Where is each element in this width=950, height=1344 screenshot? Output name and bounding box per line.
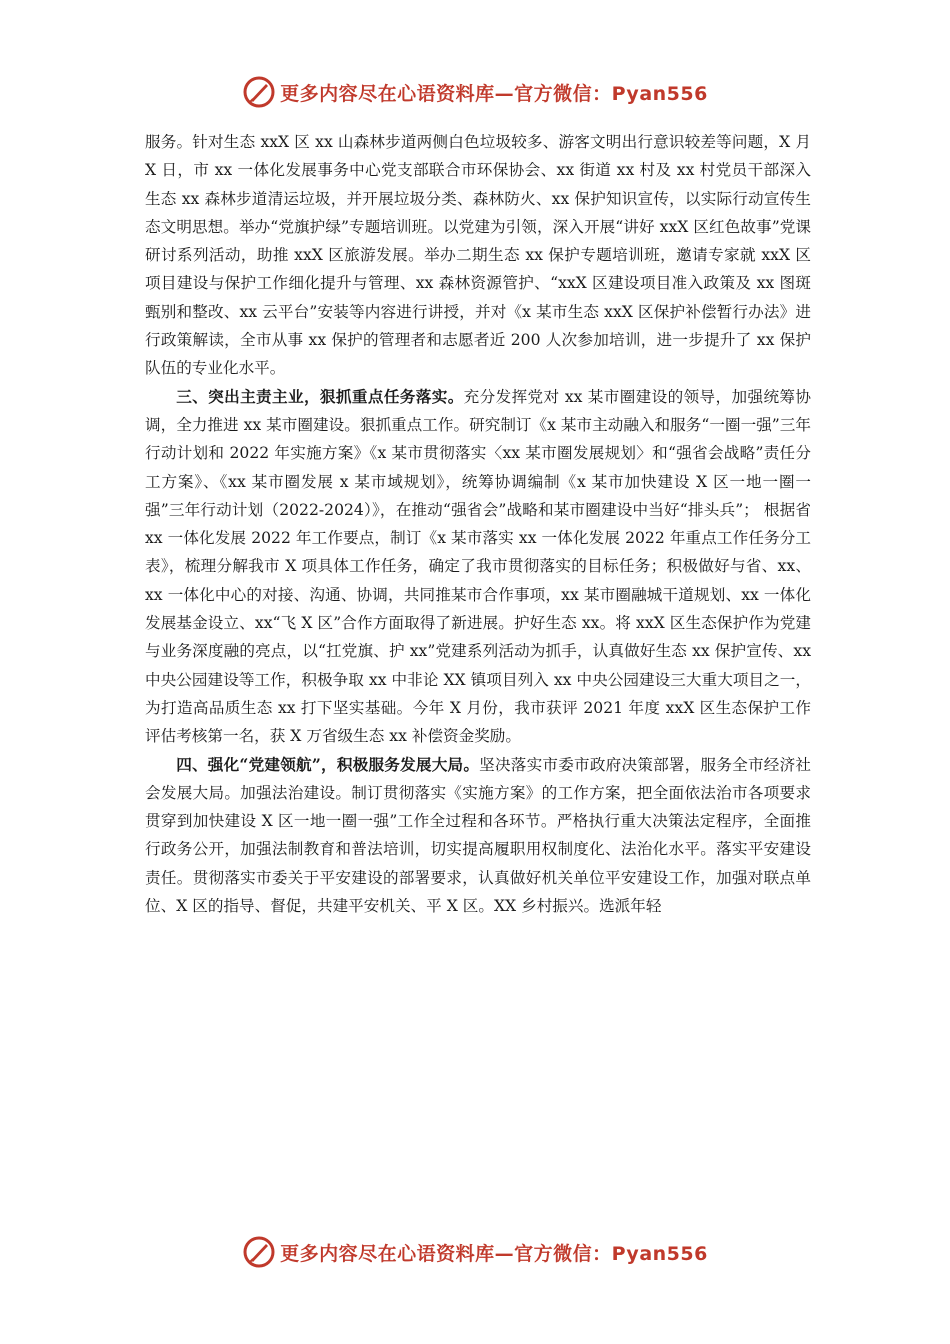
paragraph-3-lead: 四、强化“党建领航”，积极服务发展大局。 (176, 754, 480, 774)
paragraph-3 (145, 751, 811, 921)
paragraph-2 (145, 383, 811, 751)
paragraph-2-lead: 三、突出主责主业，狠抓重点任务落实。 (176, 386, 464, 406)
paragraph-2-text: 充分发挥党对 xx 某市圈建设的领导，加强统筹协调，全力推进 xx 某市圈建设。狠抓重点工作。研究制订《x 某市主动融入和服务“一圈一强”三年行动计划和 2022 年实施方案》《x 某市贯彻落实〈xx 某市圈发展规划〉和“强省会战略”责任分工方案》、《xx 某市圈发展 x 某市域规划》，统筹协调编制《x 某市加快建设 X 区一地一圈一强”三年行动计划（2022-2024）》，在推动“强省会”战略和某市圈建设中当好“排头兵”； 根据省 xx 一体化发展 2022 年工作要点，制订《x 某市落实 xx 一体化发展 2022 年重点工作任务分工表》，梳理分解我市 X 项具体工作任务，确定了我市贯彻落实的目标任务；积极做好与省、xx、xx 一体化中心的对接、沟通、协调，共同推某市合作事项，xx 某市圈融城干道规划、xx 一体化发展基金设立、xx“飞 X 区”合作方面取得了新进展。护好生态 xx。将 xxX 区生态保护作为党建与业务深度融的亮点，以“扛党旗、护 xx”党建系列活动为抓手，认真做好生态 xx 保护宣传、xx 中央公园建设等工作，积极争取 xx 中非论 XX 镇项目列入 xx 中央公园建设三大重大项目之一，为打造高品质生态 xx 打下坚实基础。今年 X 月份，我市获评 2021 年度 xxX 区生态保护工作评估考核第一名，获 X 万省级生态 xx 补偿资金奖励。 (145, 387, 811, 746)
document-body (145, 128, 811, 920)
quill-logo-icon (242, 1235, 276, 1269)
paragraph-1-text: 服务。针对生态 xxX 区 xx 山森林步道两侧白色垃圾较多、游客文明出行意识较差等问题，X 月 X 日，市 xx 一体化发展事务中心党支部联合市环保协会、xx 街道 xx 村及 xx 村党员干部深入生态 xx 森林步道清运垃圾，并开展垃圾分类、森林防火、xx 保护知识宣传，以实际行动宣传生态文明思想。举办“党旗护绿”专题培训班。以党建为引领，深入开展“讲好 xxX 区红色故事”党课研讨系列活动，助推 xxX 区旅游发展。举办二期生态 xx 保护专题培训班，邀请专家就 xxX 区项目建设与保护工作细化提升与管理、xx 森林资源管护、“xxX 区建设项目准入政策及 xx 图斑甄别和整改、xx 云平台”安装等内容进行讲授，并对《x 某市生态 xxX 区保护补偿暂行办法》进行政策解读，全市从事 xx 保护的管理者和志愿者近 200 人次参加培训，进一步提升了 xx 保护队伍的专业化水平。 (145, 133, 811, 378)
quill-logo-icon (242, 75, 276, 109)
paragraph-1 (145, 128, 811, 383)
footer-banner (0, 1230, 950, 1274)
footer-banner-text: 更多内容尽在心语资料库—官方微信：Pyan556 (280, 1242, 708, 1265)
header-banner-text: 更多内容尽在心语资料库—官方微信：Pyan556 (280, 82, 708, 105)
paragraph-3-text: 坚决落实市委市政府决策部署，服务全市经济社会发展大局。加强法治建设。制订贯彻落实《实施方案》的工作方案，把全面依法治市各项要求贯穿到加快建设 X 区一地一圈一强”工作全过程和各环节。严格执行重大决策法定程序，全面推行政务公开，加强法制教育和普法培训，切实提高履职用权制度化、法治化水平。落实平安建设责任。贯彻落实市委关于平安建设的部署要求，认真做好机关单位平安建设工作，加强对联点单位、X 区的指导、督促，共建平安机关、平 X 区。XX 乡村振兴。选派年轻 (145, 755, 811, 916)
header-banner (0, 70, 950, 114)
